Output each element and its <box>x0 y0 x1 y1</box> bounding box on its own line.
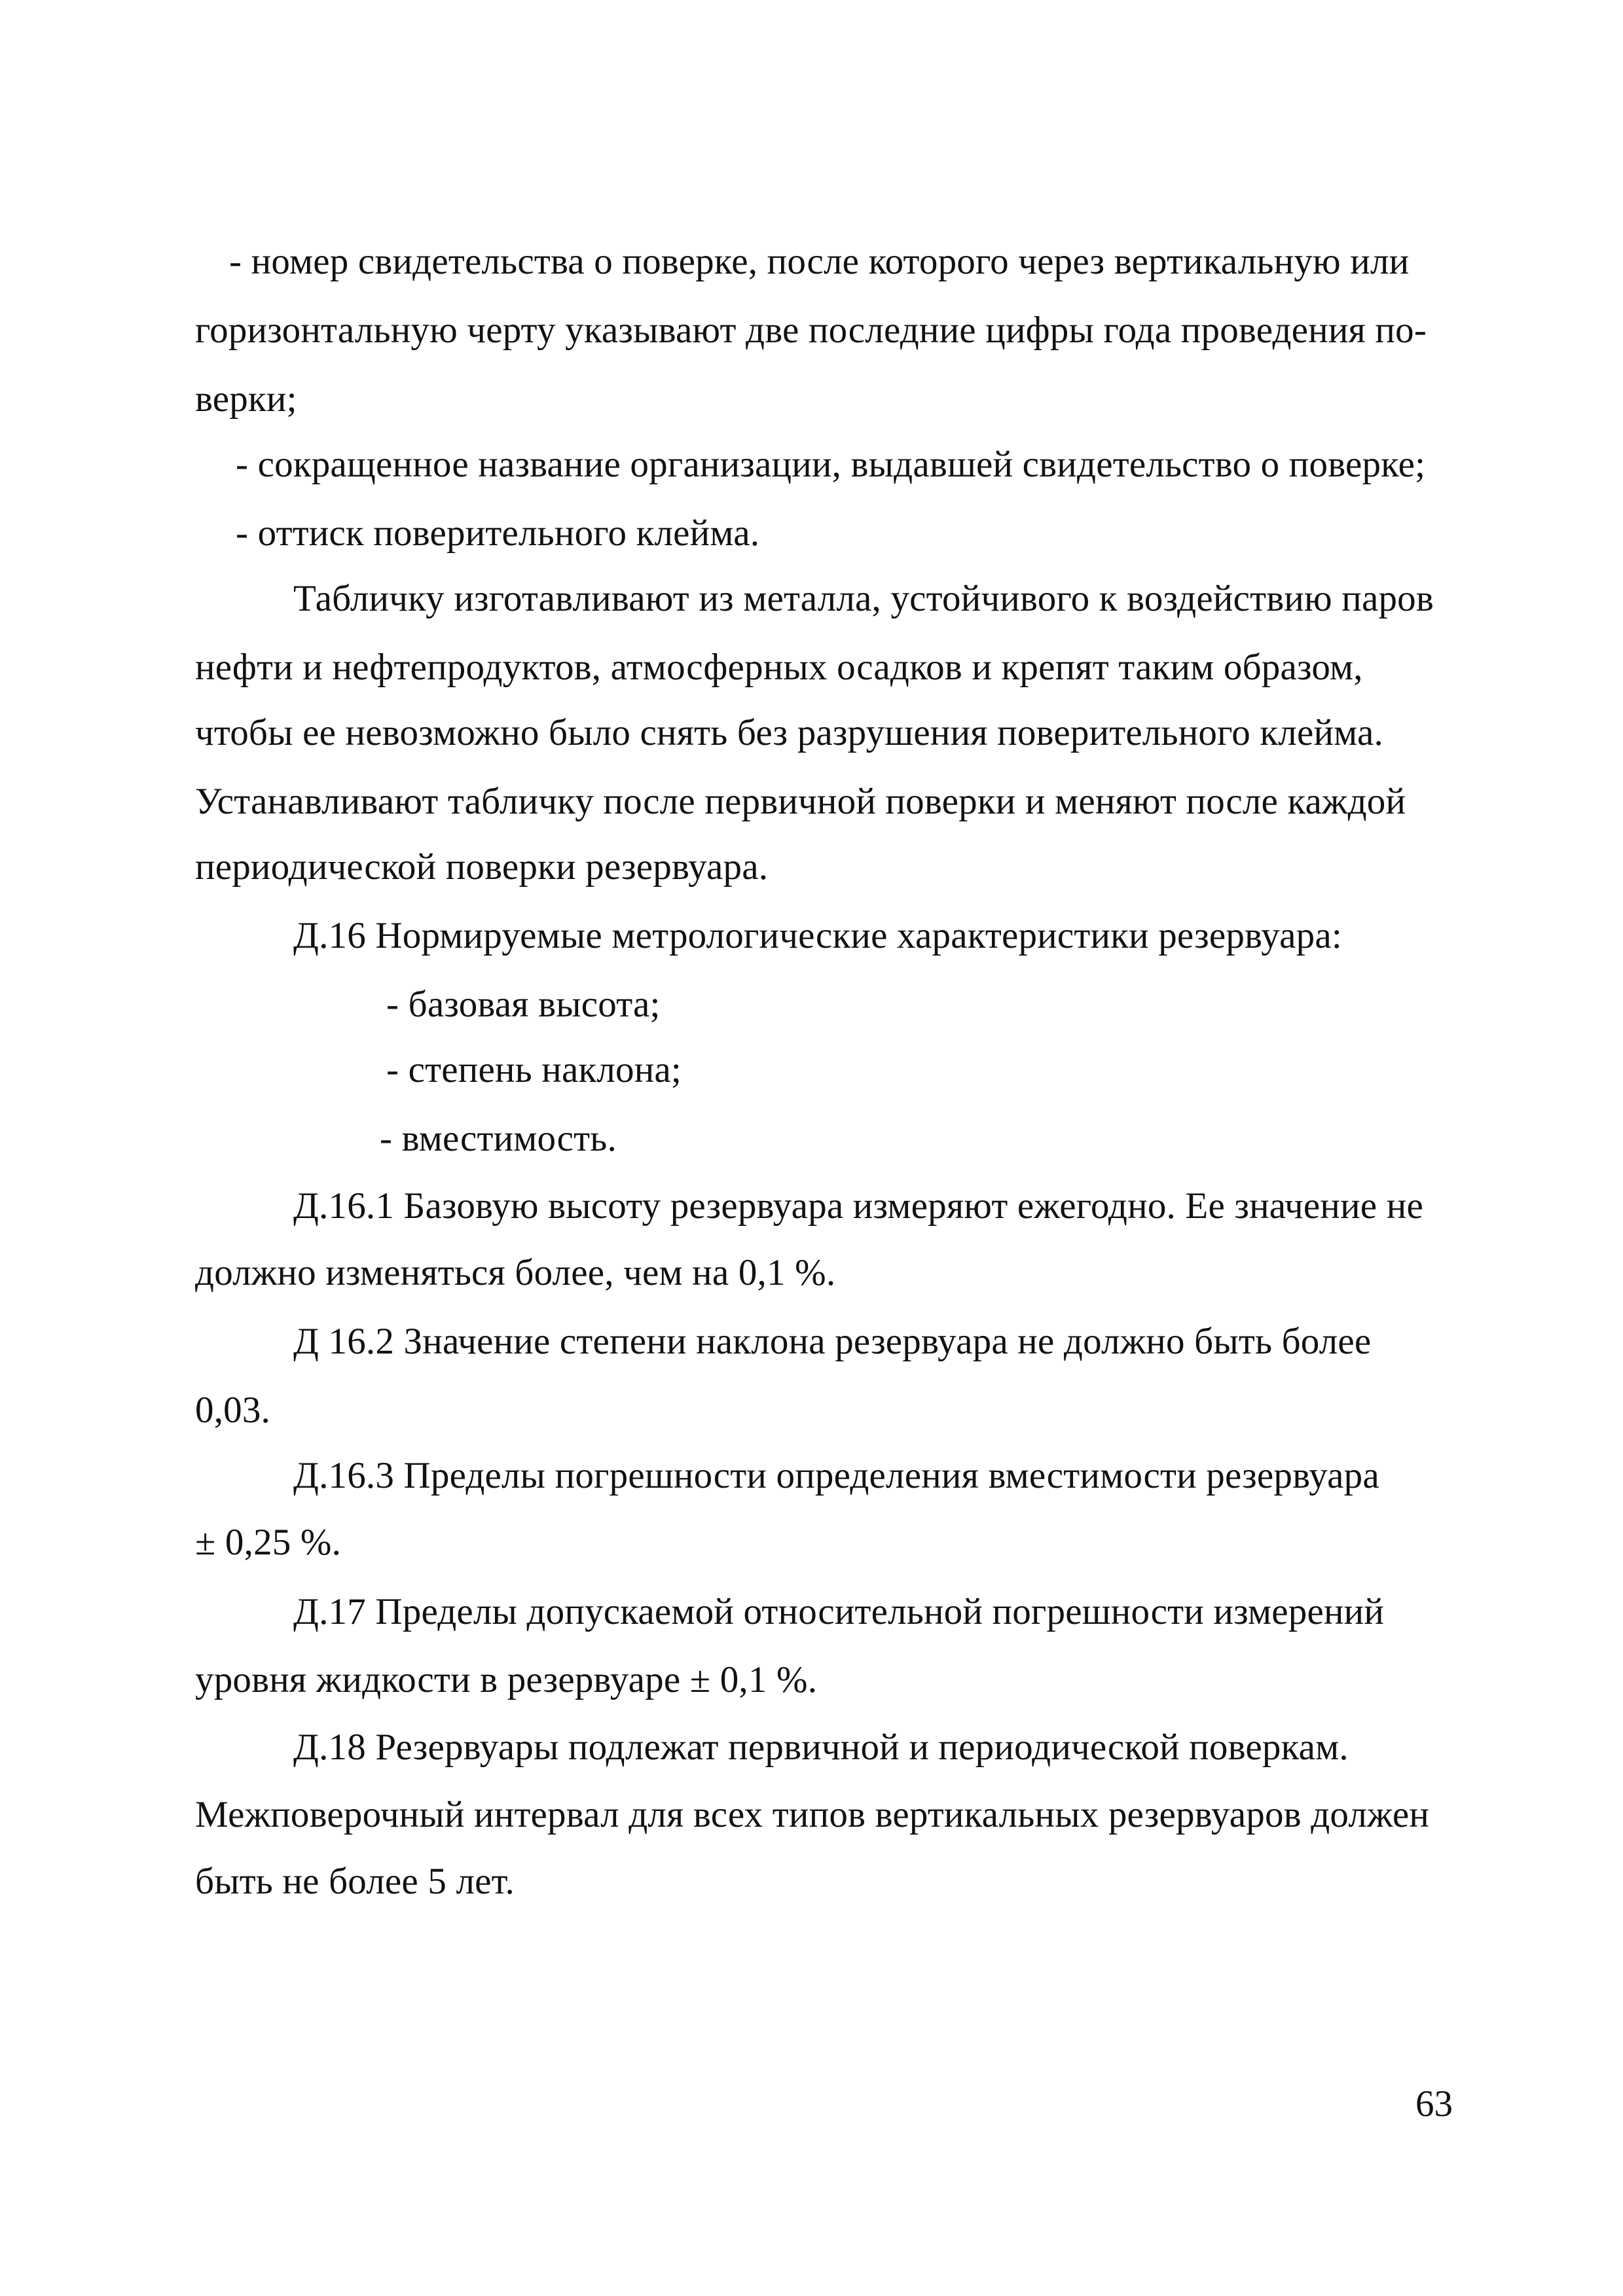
text-line: горизонтальную черту указывают две последние цифры года проведения по- <box>195 310 1427 351</box>
text-line: Д.16.1 Базовую высоту резервуара измеряют ежегодно. Ее значение не <box>293 1185 1423 1227</box>
text-line: Д 16.2 Значение степени наклона резервуара не должно быть более <box>293 1321 1372 1362</box>
text-line: Табличку изготавливают из металла, устойчивого к воздействию паров <box>293 578 1434 619</box>
text-line: быть не более 5 лет. <box>195 1861 515 1902</box>
text-line: Д.16 Нормируемые метрологические характеристики резервуара: <box>293 915 1342 956</box>
text-line: Межповерочный интервал для всех типов вертикальных резервуаров должен <box>195 1794 1430 1835</box>
text-line: 0,03. <box>195 1390 270 1431</box>
text-line: - базовая высота; <box>386 984 661 1025</box>
text-line: Устанавливают табличку после первичной поверки и меняют после каждой <box>195 781 1406 822</box>
text-line: - сокращенное название организации, выдавшей свидетельство о поверке; <box>236 444 1426 485</box>
text-line: Д.18 Резервуары подлежат первичной и периодической поверкам. <box>293 1727 1349 1768</box>
text-line: нефти и нефтепродуктов, атмосферных осадков и крепят таким образом, <box>195 647 1363 688</box>
text-line: Д.16.3 Пределы погрешности определения вместимости резервуара <box>293 1455 1379 1496</box>
text-line: - номер свидетельства о поверке, после которого через вертикальную или <box>229 241 1410 282</box>
text-line: - степень наклона; <box>386 1049 682 1090</box>
text-line: - вместимость. <box>380 1118 617 1159</box>
text-line: чтобы ее невозможно было снять без разрушения поверительного клейма. <box>195 712 1383 753</box>
text-line: уровня жидкости в резервуаре ± 0,1 %. <box>195 1659 818 1700</box>
text-line: должно изменяться более, чем на 0,1 %. <box>195 1252 836 1293</box>
text-line: ± 0,25 %. <box>195 1522 342 1563</box>
text-line: верки; <box>195 378 297 420</box>
text-line: - оттиск поверительного клейма. <box>236 512 760 554</box>
page-number: 63 <box>1415 2083 1453 2125</box>
text-line: Д.17 Пределы допускаемой относительной погрешности измерений <box>293 1591 1385 1632</box>
text-line: периодической поверки резервуара. <box>195 846 769 888</box>
